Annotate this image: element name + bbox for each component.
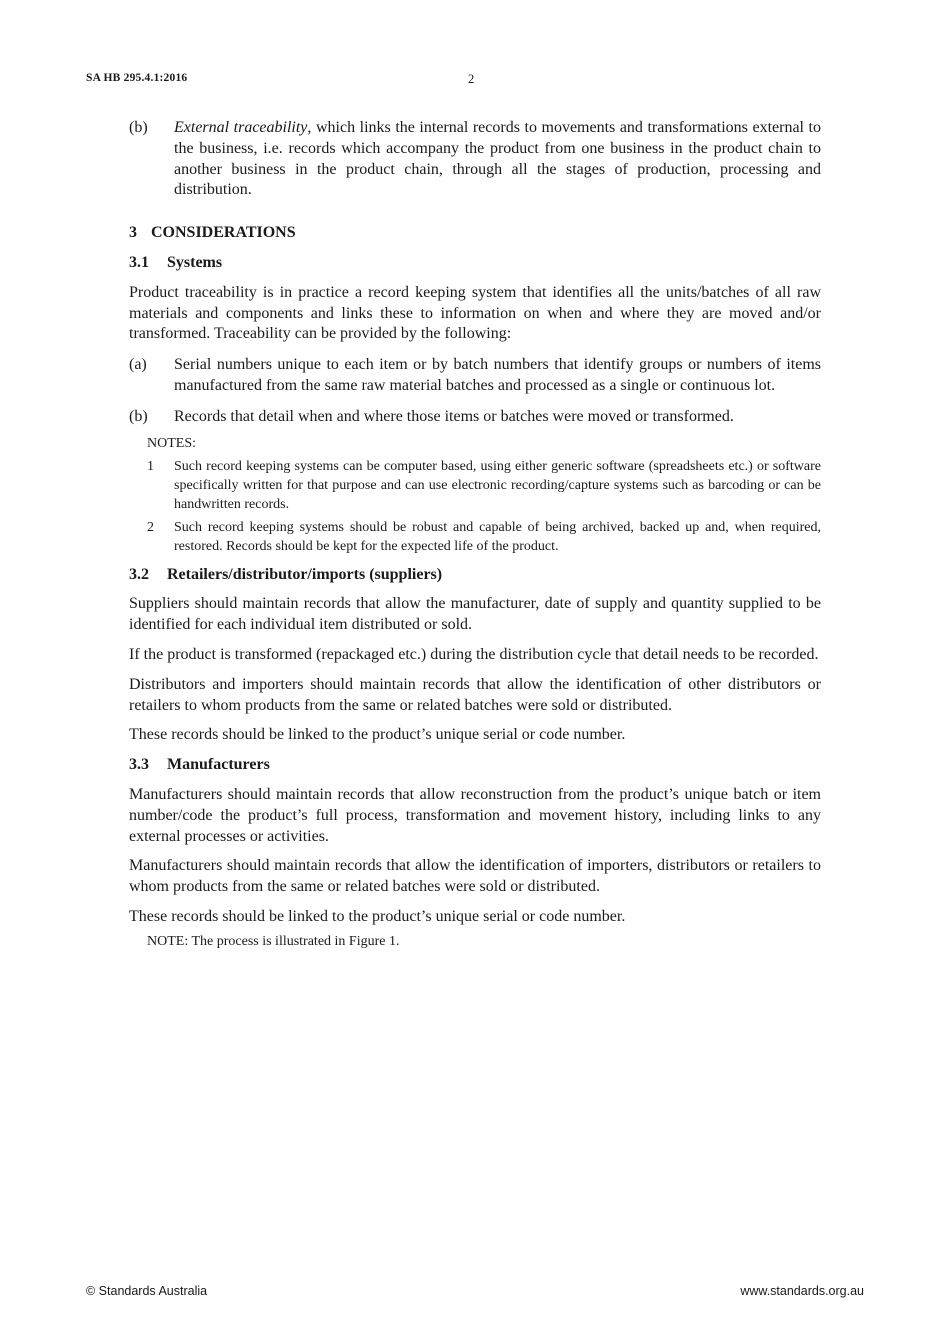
note-text: Such record keeping systems should be robust and capable of being archived, backed up and, when required, restored. Records should be kept for the expected life of the product. xyxy=(174,519,821,554)
section-heading-3-2 xyxy=(129,565,821,586)
list-item-label: (a) xyxy=(129,356,147,374)
paragraph: These records should be linked to the product’s unique serial or code number. xyxy=(129,726,626,744)
section-heading-3-1 xyxy=(129,253,821,274)
term-external-traceability: External traceability xyxy=(174,119,308,136)
note-item xyxy=(129,518,821,556)
note-item xyxy=(129,457,821,514)
paragraph: These records should be linked to the product’s unique serial or code number. xyxy=(129,907,626,925)
section-title: CONSIDERATIONS xyxy=(151,224,296,242)
document-code: SA HB 295.4.1:2016 xyxy=(86,72,188,84)
note-label: 2 xyxy=(147,519,154,535)
page-number: 2 xyxy=(468,72,475,86)
list-item-label: (b) xyxy=(129,407,148,425)
section-number: 3.1 xyxy=(129,253,149,271)
section-number: 3 xyxy=(129,224,137,242)
paragraph: Product traceability is in practice a record keeping system that identifies all the units/batches of all raw materials and components and links these to information on when and where they are moved and/or transformed. Traceability can be provided by the following: xyxy=(129,283,821,343)
paragraph: Distributors and importers should maintain records that allow the identification of other distributors or retailers to whom products from the same or related batches were sold or distributed. xyxy=(129,675,821,714)
section-title: Systems xyxy=(167,253,223,271)
section-number: 3.3 xyxy=(129,756,149,774)
section-number: 3.2 xyxy=(129,565,149,583)
section-title: Retailers/distributor/imports (suppliers) xyxy=(167,565,443,583)
notes-title: NOTES: xyxy=(147,435,196,451)
note-text: Such record keeping systems can be computer based, using either generic software (spreadsheets etc.) or software specifically written for that purpose and can use electronic recording/capture systems such as barcoding or can be handwritten records. xyxy=(174,458,821,512)
note-label: 1 xyxy=(147,458,154,474)
section-heading-3 xyxy=(129,223,821,244)
paragraph: If the product is transformed (repackaged etc.) during the distribution cycle that detail needs to be recorded. xyxy=(129,645,819,663)
list-item-body: , which links the internal records to movements and transformations external to the business, i.e. records which accompany the product from one business in the product chain to another business in the product chain, through all the stages of production, processing and distribution. xyxy=(174,119,822,199)
list-item xyxy=(129,407,821,428)
paragraph: Suppliers should maintain records that allow the manufacturer, date of supply and quantity supplied to be identified for each individual item distributed or sold. xyxy=(129,595,821,634)
list-item-text: Records that detail when and where those items or batches were moved or transformed. xyxy=(174,407,734,425)
section-title: Manufacturers xyxy=(167,756,270,774)
list-item-label: (b) xyxy=(129,119,148,136)
paragraph: Manufacturers should maintain records that allow reconstruction from the product’s unique batch or item number/code the product’s full process, transformation and movement history, including links to any external processes or activities. xyxy=(129,785,821,845)
figure-note: NOTE: The process is illustrated in Figure 1. xyxy=(147,933,400,949)
document-body xyxy=(129,118,821,951)
footer-website-link[interactable]: www.standards.org.au xyxy=(740,1284,864,1298)
list-item-text xyxy=(174,118,821,201)
paragraph: Manufacturers should maintain records that allow the identification of importers, distributors or retailers to whom products from the same or related batches were sold or distributed. xyxy=(129,857,821,896)
section-heading-3-3 xyxy=(129,755,821,776)
list-item-text: Serial numbers unique to each item or by batch numbers that identify groups or numbers of items manufactured from the same raw material batches and processed as a single or continuous lot. xyxy=(174,356,821,394)
footer-copyright: © Standards Australia xyxy=(86,1284,208,1298)
list-item xyxy=(129,118,821,201)
list-item xyxy=(129,355,821,397)
